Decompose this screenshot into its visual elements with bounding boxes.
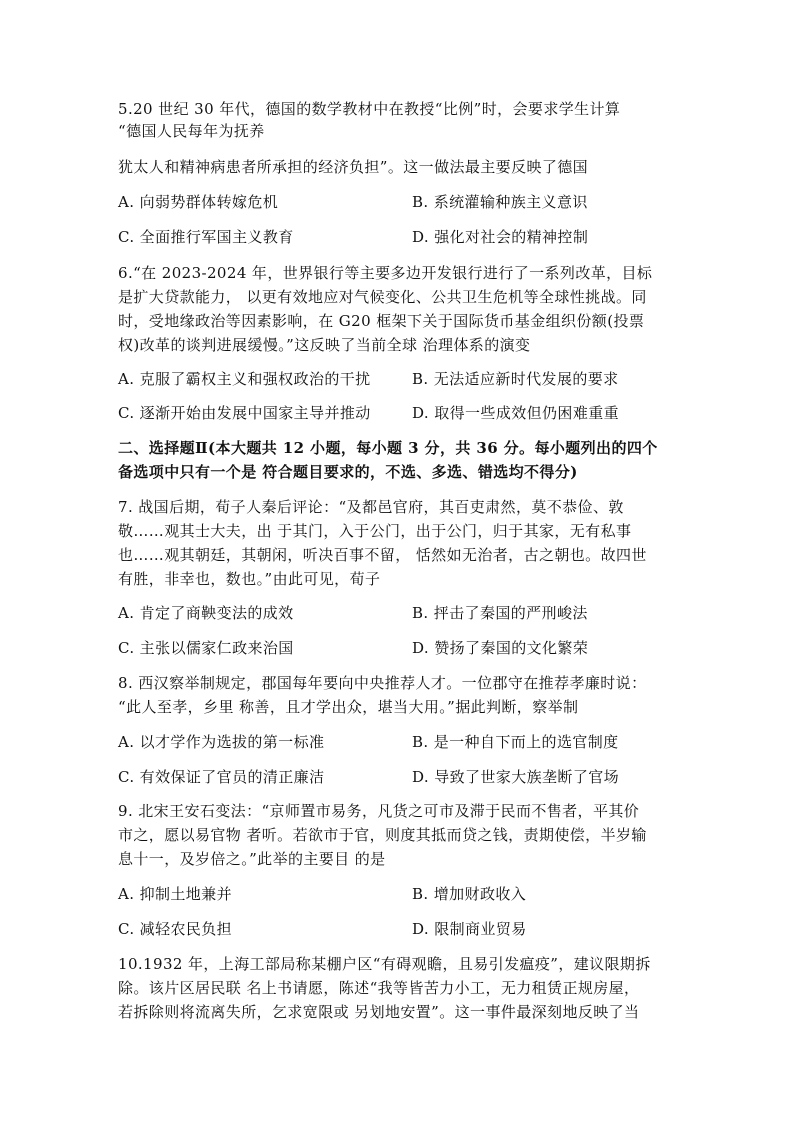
- q7-line-4: 有胜，非幸也，数也。”由此可见，荀子: [118, 570, 381, 588]
- q9-option-c[interactable]: C. 减轻农民负担: [118, 920, 233, 938]
- q8-line-1: 8. 西汉察举制规定，郡国每年要向中央推荐人才。一位郡守在推荐孝廉时说：: [118, 674, 647, 692]
- q9-option-a[interactable]: A. 抑制土地兼并: [118, 885, 232, 903]
- q6-option-d[interactable]: D. 取得一些成效但仍困难重重: [412, 404, 620, 422]
- q8-option-a[interactable]: A. 以才学作为选拔的第一标准: [118, 733, 325, 751]
- q9-line-2: 市之，愿以易官物 者听。若欲市于官，则度其抵而贷之钱，责期使偿，半岁输: [118, 826, 647, 844]
- q9-line-1: 9. 北宋王安石变法：“京师置市易务，凡货之可市及滞于民而不售者，平其价: [118, 802, 640, 820]
- q5-option-d[interactable]: D. 强化对社会的精神控制: [412, 228, 589, 246]
- q10-line-3: 若拆除则将流离失所，乞求宽限或 另划地安置”。这一事件最深刻地反映了当: [118, 1003, 640, 1021]
- q5-line-1: 5.20 世纪 30 年代，德国的数学教材中在教授“比例”时，会要求学生计算: [118, 100, 621, 118]
- q8-option-d[interactable]: D. 导致了世家大族垄断了官场: [412, 768, 620, 786]
- q8-line-2: “此人至孝，乡里 称善，且才学出众，堪当大用。”据此判断，察举制: [118, 698, 579, 716]
- q6-line-1: 6.“在 2023-2024 年，世界银行等主要多边开发银行进行了一系列改革，目标: [118, 264, 653, 282]
- q5-option-c[interactable]: C. 全面推行军国主义教育: [118, 228, 294, 246]
- q6-line-2: 是扩大贷款能力， 以更有效地应对气候变化、公共卫生危机等全球性挑战。同: [118, 288, 647, 306]
- q7-line-1: 7. 战国后期，荀子人秦后评论：“及都邑官府，其百吏肃然，莫不恭俭、敦: [118, 498, 624, 516]
- q8-option-c[interactable]: C. 有效保证了官员的清正廉洁: [118, 768, 325, 786]
- q9-option-b[interactable]: B. 增加财政收入: [412, 885, 527, 903]
- q7-option-d[interactable]: D. 赞扬了秦国的文化繁荣: [412, 639, 589, 657]
- q7-option-a[interactable]: A. 肯定了商鞅变法的成效: [118, 604, 294, 622]
- q5-line-2: “德国人民每年为抚养: [118, 122, 265, 140]
- q10-line-1: 10.1932 年，上海工部局称某棚户区“有碍观瞻，且易引发瘟疫”，建议限期拆: [118, 955, 651, 973]
- section2-heading-line-1: 二、选择题Ⅱ(本大题共 12 小题，每小题 3 分，共 36 分。每小题列出的四个: [118, 439, 658, 457]
- q6-option-a[interactable]: A. 克服了霸权主义和强权政治的干扰: [118, 370, 371, 388]
- q7-line-3: 也……观其朝廷，其朝闲，听决百事不留， 恬然如无治者，古之朝也。故四世: [118, 546, 647, 564]
- q8-option-b[interactable]: B. 是一种自下而上的选官制度: [412, 733, 619, 751]
- q6-option-c[interactable]: C. 逐渐开始由发展中国家主导并推动: [118, 404, 371, 422]
- q5-option-a[interactable]: A. 向弱势群体转嫁危机: [118, 193, 279, 211]
- q5-line-3: 犹太人和精神病患者所承担的经济负担”。这一做法最主要反映了德国: [118, 158, 589, 176]
- section2-heading-line-2: 备选项中只有一个是 符合题目要求的，不选、多选、错选均不得分): [118, 463, 578, 481]
- q6-option-b[interactable]: B. 无法适应新时代发展的要求: [412, 370, 619, 388]
- q7-option-c[interactable]: C. 主张以儒家仁政来治国: [118, 639, 294, 657]
- q5-option-b[interactable]: B. 系统灌输种族主义意识: [412, 193, 588, 211]
- q7-option-b[interactable]: B. 抨击了秦国的严刑峻法: [412, 604, 588, 622]
- q10-line-2: 除。该片区居民联 名上书请愿，陈述“我等皆苦力小工，无力租赁正规房屋，: [118, 979, 640, 997]
- q6-line-3: 时，受地缘政治等因素影响，在 G20 框架下关于国际货币基金组织份额(投票: [118, 312, 645, 330]
- q7-line-2: 敬……观其士大夫，出 于其门，入于公门，出于公门，归于其家，无有私事: [118, 522, 632, 540]
- q9-line-3: 息十一，及岁倍之。”此举的主要目 的是: [118, 850, 386, 868]
- q6-line-4: 权)改革的谈判进展缓慢。”这反映了当前全球 治理体系的演变: [118, 336, 531, 354]
- q9-option-d[interactable]: D. 限制商业贸易: [412, 920, 527, 938]
